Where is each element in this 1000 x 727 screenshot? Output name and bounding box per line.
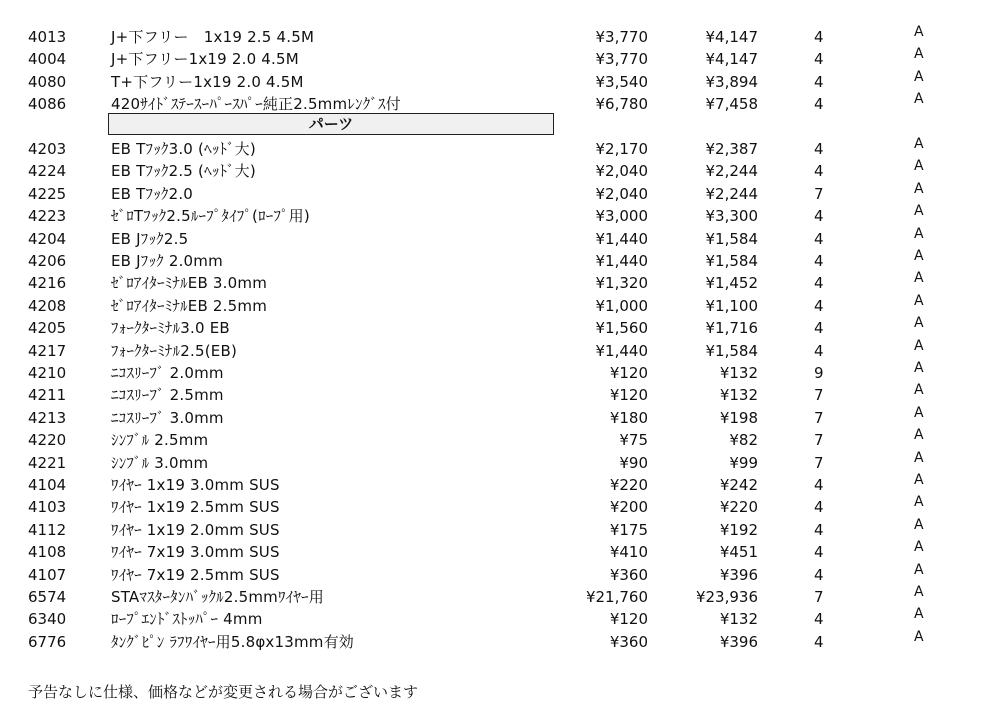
quantity: 4 xyxy=(814,252,824,270)
footnote: 予告なしに仕様、価格などが変更される場合がございます xyxy=(28,683,419,701)
price-excl: ¥1,440 xyxy=(595,229,648,248)
table-row xyxy=(0,48,1000,70)
quantity: 7 xyxy=(814,588,824,606)
rank: A xyxy=(914,46,924,63)
price-excl: ¥90 xyxy=(619,453,648,472)
rank: A xyxy=(914,68,924,85)
price-incl: ¥192 xyxy=(719,520,758,539)
price-incl: ¥82 xyxy=(729,431,758,450)
table-row xyxy=(0,292,1000,317)
item-code: 4080 xyxy=(28,72,67,91)
item-code: 4112 xyxy=(28,520,67,539)
quantity: 4 xyxy=(814,498,824,517)
rank: A xyxy=(914,91,924,108)
rank: A xyxy=(914,516,924,533)
rank: A xyxy=(914,427,924,444)
price-excl: ¥3,770 xyxy=(595,28,648,46)
price-incl: ¥2,244 xyxy=(705,184,758,203)
item-name: 420ｻｲﾄﾞｽﾃｰｽｰﾊﾟｰｽﾊﾟｰ純正2.5mmﾚﾝｸﾞｽ付 xyxy=(111,95,401,114)
price-incl: ¥1,584 xyxy=(705,341,758,360)
price-incl: ¥1,716 xyxy=(705,319,758,338)
rank: A xyxy=(914,225,924,242)
table-row xyxy=(0,586,1000,608)
item-name: ﾆｺｽﾘｰﾌﾞ 2.5mm xyxy=(111,386,224,405)
table-row xyxy=(0,250,1000,272)
price-excl: ¥1,440 xyxy=(595,341,648,360)
item-code: 4217 xyxy=(28,341,67,360)
price-excl: ¥120 xyxy=(609,386,648,405)
item-code: 4223 xyxy=(28,207,67,226)
table-row xyxy=(0,561,1000,586)
price-excl: ¥21,760 xyxy=(585,588,648,606)
price-incl: ¥4,147 xyxy=(705,50,758,69)
table-row xyxy=(0,205,1000,227)
item-code: 4210 xyxy=(28,364,67,382)
table-row xyxy=(0,449,1000,474)
quantity: 4 xyxy=(814,72,824,91)
item-name: J+下フリー1x19 2.0 4.5M xyxy=(111,50,299,69)
quantity: 7 xyxy=(814,431,824,450)
price-incl: ¥132 xyxy=(719,610,758,629)
price-excl: ¥3,000 xyxy=(595,207,648,226)
table-row xyxy=(0,516,1000,541)
item-name: EB Tﾌｯｸ2.0 xyxy=(111,184,194,203)
item-name: ﾜｲﾔｰ 7x19 2.5mm SUS xyxy=(111,565,280,584)
price-incl: ¥1,584 xyxy=(705,229,758,248)
item-code: 4104 xyxy=(28,476,67,494)
quantity: 4 xyxy=(814,610,824,629)
price-incl: ¥396 xyxy=(719,565,758,584)
rank: A xyxy=(914,180,924,197)
rank: A xyxy=(914,472,924,488)
price-incl: ¥242 xyxy=(719,476,758,494)
item-name: ﾜｲﾔｰ 7x19 3.0mm SUS xyxy=(111,543,280,562)
rank: A xyxy=(914,561,924,578)
rank: A xyxy=(914,270,924,287)
quantity: 4 xyxy=(814,296,824,315)
table-row xyxy=(0,225,1000,250)
price-excl: ¥175 xyxy=(609,520,648,539)
rank: A xyxy=(914,248,924,264)
quantity: 4 xyxy=(814,229,824,248)
item-name: EB Tﾌｯｸ3.0 (ﾍｯﾄﾞ大) xyxy=(111,140,256,158)
quantity: 4 xyxy=(814,632,824,651)
price-incl: ¥4,147 xyxy=(705,28,758,46)
item-code: 4004 xyxy=(28,50,67,69)
item-name: ｼﾝﾌﾞﾙ 2.5mm xyxy=(111,431,209,450)
item-name: ｾﾞﾛｱｲﾀｰﾐﾅﾙEB 3.0mm xyxy=(111,274,268,293)
price-excl: ¥220 xyxy=(609,476,648,494)
table-row xyxy=(0,429,1000,451)
item-name: ﾌｫｰｸﾀｰﾐﾅﾙ3.0 EB xyxy=(111,319,230,338)
item-code: 4208 xyxy=(28,296,67,315)
table-row xyxy=(0,608,1000,630)
quantity: 4 xyxy=(814,28,824,46)
table-row xyxy=(0,474,1000,496)
quantity: 4 xyxy=(814,565,824,584)
rank: A xyxy=(914,360,924,376)
rank: A xyxy=(914,382,924,399)
item-name: ﾜｲﾔｰ 1x19 2.0mm SUS xyxy=(111,520,280,539)
item-code: 4225 xyxy=(28,184,67,203)
table-row xyxy=(0,628,1000,653)
item-code: 4203 xyxy=(28,140,67,158)
item-code: 4224 xyxy=(28,162,67,181)
rank: A xyxy=(914,136,924,152)
quantity: 4 xyxy=(814,207,824,226)
price-excl: ¥6,780 xyxy=(595,95,648,114)
price-incl: ¥99 xyxy=(729,453,758,472)
price-excl: ¥3,770 xyxy=(595,50,648,69)
item-code: 4216 xyxy=(28,274,67,293)
table-row xyxy=(0,68,1000,93)
item-code: 4086 xyxy=(28,95,67,114)
item-code: 6776 xyxy=(28,632,67,651)
quantity: 4 xyxy=(814,520,824,539)
table-row xyxy=(0,138,1000,160)
item-code: 4103 xyxy=(28,498,67,517)
quantity: 4 xyxy=(814,140,824,158)
item-code: 4013 xyxy=(28,28,67,46)
quantity: 7 xyxy=(814,408,824,427)
rank: A xyxy=(914,494,924,511)
section-header-parts: パーツ xyxy=(108,113,554,135)
rank: A xyxy=(914,606,924,623)
quantity: 4 xyxy=(814,50,824,69)
item-name: STAﾏｽﾀｰﾀﾝﾊﾞｯｸﾙ2.5mmﾜｲﾔｰ用 xyxy=(111,588,324,606)
quantity: 4 xyxy=(814,476,824,494)
price-incl: ¥1,452 xyxy=(705,274,758,293)
price-incl: ¥2,244 xyxy=(705,162,758,181)
price-incl: ¥23,936 xyxy=(695,588,758,606)
table-row xyxy=(0,160,1000,182)
table-row xyxy=(0,180,1000,205)
table-row xyxy=(0,26,1000,48)
rank: A xyxy=(914,203,924,220)
item-name: EB Tﾌｯｸ2.5 (ﾍｯﾄﾞ大) xyxy=(111,162,256,181)
quantity: 4 xyxy=(814,543,824,562)
price-incl: ¥2,387 xyxy=(705,140,758,158)
price-excl: ¥120 xyxy=(609,364,648,382)
item-name: ｼﾝﾌﾞﾙ 3.0mm xyxy=(111,453,209,472)
item-code: 4220 xyxy=(28,431,67,450)
item-code: 4211 xyxy=(28,386,67,405)
price-incl: ¥132 xyxy=(719,386,758,405)
price-excl: ¥3,540 xyxy=(595,72,648,91)
quantity: 7 xyxy=(814,184,824,203)
price-incl: ¥3,894 xyxy=(705,72,758,91)
item-code: 6574 xyxy=(28,588,67,606)
quantity: 4 xyxy=(814,319,824,338)
item-name: ﾜｲﾔｰ 1x19 2.5mm SUS xyxy=(111,498,280,517)
rank: A xyxy=(914,24,924,40)
rank: A xyxy=(914,449,924,466)
price-excl: ¥410 xyxy=(609,543,648,562)
price-excl: ¥1,320 xyxy=(595,274,648,293)
rank: A xyxy=(914,292,924,309)
table-row xyxy=(0,541,1000,563)
item-code: 4204 xyxy=(28,229,67,248)
price-excl: ¥2,170 xyxy=(595,140,648,158)
item-name: ﾆｺｽﾘｰﾌﾞ 3.0mm xyxy=(111,408,224,427)
price-excl: ¥360 xyxy=(609,632,648,651)
item-code: 6340 xyxy=(28,610,67,629)
price-excl: ¥360 xyxy=(609,565,648,584)
price-incl: ¥451 xyxy=(719,543,758,562)
table-row xyxy=(0,272,1000,294)
rank: A xyxy=(914,315,924,332)
price-excl: ¥1,440 xyxy=(595,252,648,270)
price-excl: ¥1,000 xyxy=(595,296,648,315)
quantity: 9 xyxy=(814,364,824,382)
rank: A xyxy=(914,628,924,645)
item-name: ﾀﾝｸﾞﾋﾟﾝ ﾗﾌﾜｲﾔｰ用5.8φx13mm有効 xyxy=(111,632,355,651)
item-code: 4206 xyxy=(28,252,67,270)
price-incl: ¥3,300 xyxy=(705,207,758,226)
item-name: ﾆｺｽﾘｰﾌﾞ 2.0mm xyxy=(111,364,224,382)
price-excl: ¥200 xyxy=(609,498,648,517)
rank: A xyxy=(914,539,924,556)
rank: A xyxy=(914,337,924,354)
quantity: 7 xyxy=(814,453,824,472)
item-code: 4107 xyxy=(28,565,67,584)
table-row xyxy=(0,404,1000,429)
item-code: 4108 xyxy=(28,543,67,562)
price-incl: ¥1,584 xyxy=(705,252,758,270)
price-incl: ¥198 xyxy=(719,408,758,427)
quantity: 4 xyxy=(814,95,824,114)
table-row xyxy=(0,496,1000,518)
item-name: ｾﾞﾛTﾌｯｸ2.5ﾙｰﾌﾟﾀｲﾌﾟ(ﾛｰﾌﾟ用) xyxy=(111,207,310,226)
item-code: 4221 xyxy=(28,453,67,472)
quantity: 4 xyxy=(814,274,824,293)
price-incl: ¥7,458 xyxy=(705,95,758,114)
item-name: EB Jﾌｯｸ 2.0mm xyxy=(111,252,223,270)
table-row xyxy=(0,93,1000,115)
item-code: 4205 xyxy=(28,319,67,338)
price-excl: ¥75 xyxy=(619,431,648,450)
price-incl: ¥396 xyxy=(719,632,758,651)
price-excl: ¥2,040 xyxy=(595,162,648,181)
price-incl: ¥132 xyxy=(719,364,758,382)
item-name: ﾌｫｰｸﾀｰﾐﾅﾙ2.5(EB) xyxy=(111,341,238,360)
price-excl: ¥180 xyxy=(609,408,648,427)
rank: A xyxy=(914,404,924,421)
price-excl: ¥120 xyxy=(609,610,648,629)
item-name: ﾛｰﾌﾟｴﾝﾄﾞｽﾄｯﾊﾟｰ 4mm xyxy=(111,610,263,629)
item-name: EB Jﾌｯｸ2.5 xyxy=(111,229,189,248)
table-row xyxy=(0,317,1000,339)
item-name: ﾜｲﾔｰ 1x19 3.0mm SUS xyxy=(111,476,280,494)
price-incl: ¥220 xyxy=(719,498,758,517)
price-excl: ¥2,040 xyxy=(595,184,648,203)
price-excl: ¥1,560 xyxy=(595,319,648,338)
quantity: 4 xyxy=(814,162,824,181)
item-code: 4213 xyxy=(28,408,67,427)
quantity: 4 xyxy=(814,341,824,360)
price-incl: ¥1,100 xyxy=(705,296,758,315)
table-row xyxy=(0,337,1000,362)
table-row xyxy=(0,362,1000,384)
rank: A xyxy=(914,584,924,600)
table-row xyxy=(0,384,1000,406)
rank: A xyxy=(914,158,924,175)
item-name: T+下フリー1x19 2.0 4.5M xyxy=(111,72,304,91)
quantity: 7 xyxy=(814,386,824,405)
item-name: ｾﾞﾛｱｲﾀｰﾐﾅﾙEB 2.5mm xyxy=(111,296,268,315)
item-name: J+下フリー 1x19 2.5 4.5M xyxy=(111,28,315,46)
